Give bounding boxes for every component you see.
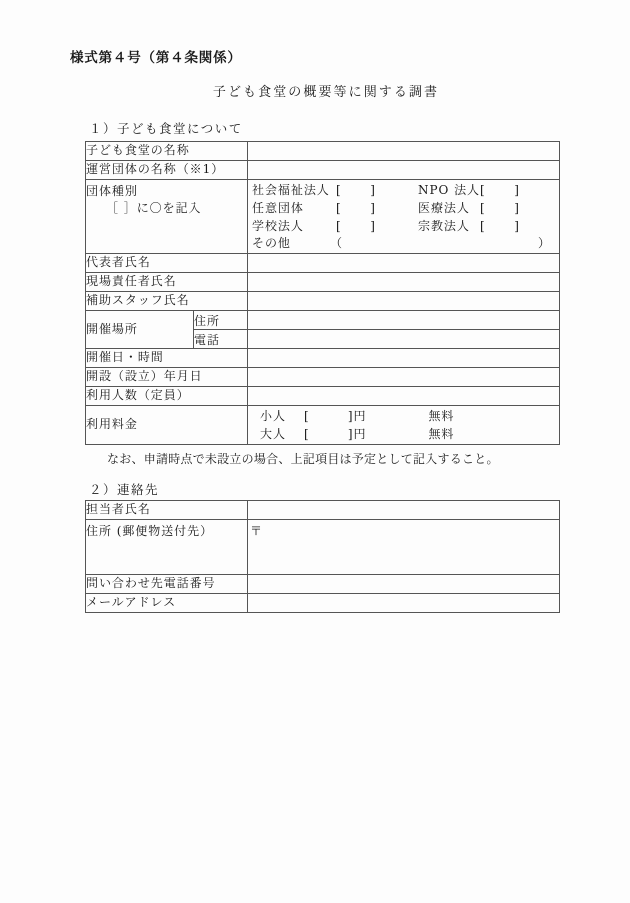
fee-label: 利用料金 bbox=[86, 406, 248, 445]
contact-email-field[interactable] bbox=[248, 594, 560, 613]
document-title: 子ども食堂の概要等に関する調書 bbox=[212, 85, 440, 100]
org-type-options-cell bbox=[248, 180, 560, 254]
org-type-option-npo[interactable] bbox=[418, 182, 559, 200]
venue-phone-field[interactable] bbox=[248, 330, 560, 349]
mailing-address-label: 住所 (郵便物送付先） bbox=[86, 520, 248, 575]
option-checkbox[interactable]: [ ] bbox=[336, 200, 376, 215]
org-name-field[interactable] bbox=[248, 161, 560, 180]
table-row bbox=[86, 501, 560, 520]
venue-address-field[interactable] bbox=[248, 311, 560, 330]
table-row bbox=[86, 387, 560, 406]
representative-label: 代表者氏名 bbox=[86, 254, 248, 273]
fee-child-label: 小人 bbox=[260, 409, 286, 423]
option-label: 任意団体 bbox=[252, 200, 304, 215]
fee-child-free-label[interactable]: 無料 bbox=[428, 409, 455, 423]
option-checkbox[interactable]: [ ] bbox=[480, 183, 520, 198]
event-datetime-label: 開催日・時間 bbox=[86, 349, 248, 368]
option-checkbox[interactable]: [ ] bbox=[336, 218, 376, 233]
capacity-field[interactable] bbox=[248, 387, 560, 406]
section-2-heading: ２）連絡先 bbox=[89, 482, 160, 497]
org-type-label bbox=[86, 180, 248, 254]
representative-field[interactable] bbox=[248, 254, 560, 273]
table-row bbox=[86, 142, 560, 161]
site-manager-label: 現場責任者氏名 bbox=[86, 273, 248, 292]
org-type-label-line-2: ［ ］に〇を記入 bbox=[106, 201, 202, 216]
table-row bbox=[86, 311, 560, 330]
shokudo-name-field[interactable] bbox=[248, 142, 560, 161]
event-datetime-field[interactable] bbox=[248, 349, 560, 368]
fee-options-cell bbox=[248, 406, 560, 445]
option-label: 医療法人 bbox=[418, 200, 470, 215]
table-row bbox=[86, 180, 560, 254]
venue-phone-label: 電話 bbox=[194, 330, 248, 349]
table-row bbox=[86, 368, 560, 387]
org-name-label: 運営団体の名称（※1） bbox=[86, 161, 248, 180]
table-row bbox=[86, 273, 560, 292]
option-checkbox[interactable]: [ ] bbox=[480, 218, 520, 233]
established-date-label: 開設（設立）年月日 bbox=[86, 368, 248, 387]
fee-child-amount-box[interactable]: [ ]円 bbox=[304, 409, 367, 423]
mailing-address-field[interactable] bbox=[248, 520, 560, 575]
fee-adult-label: 大人 bbox=[260, 427, 286, 441]
other-paren-close: ） bbox=[538, 236, 551, 251]
fee-rows bbox=[248, 406, 559, 444]
shokudo-name-label: 子ども食堂の名称 bbox=[86, 142, 248, 161]
option-label: 学校法人 bbox=[252, 218, 304, 233]
contact-person-field[interactable] bbox=[248, 501, 560, 520]
venue-label: 開催場所 bbox=[86, 311, 194, 349]
venue-address-label: 住所 bbox=[194, 311, 248, 330]
option-checkbox[interactable]: [ ] bbox=[336, 183, 376, 198]
option-label: 社会福祉法人 bbox=[252, 183, 330, 198]
fee-adult-free-label[interactable]: 無料 bbox=[428, 427, 455, 441]
option-label: その他 bbox=[252, 236, 291, 251]
site-manager-field[interactable] bbox=[248, 273, 560, 292]
table-row bbox=[86, 575, 560, 594]
option-checkbox[interactable]: [ ] bbox=[480, 200, 520, 215]
contact-phone-label: 問い合わせ先電話番号 bbox=[86, 575, 248, 594]
established-date-field[interactable] bbox=[248, 368, 560, 387]
capacity-label: 利用人数（定員） bbox=[86, 387, 248, 406]
option-label: NPO 法人 bbox=[418, 183, 480, 198]
fee-row-child[interactable] bbox=[254, 407, 559, 425]
option-label: 宗教法人 bbox=[418, 218, 470, 233]
fee-row-adult[interactable] bbox=[254, 425, 559, 443]
support-staff-field[interactable] bbox=[248, 292, 560, 311]
org-type-option-nini-dantai[interactable] bbox=[252, 200, 418, 218]
support-staff-label: 補助スタッフ氏名 bbox=[86, 292, 248, 311]
contact-phone-field[interactable] bbox=[248, 575, 560, 594]
contact-email-label: メールアドレス bbox=[86, 594, 248, 613]
contact-person-label: 担当者氏名 bbox=[86, 501, 248, 520]
table-row bbox=[86, 292, 560, 311]
org-type-option-shukyo-hojin[interactable] bbox=[418, 218, 559, 236]
org-type-option-iryo-hojin[interactable] bbox=[418, 200, 559, 218]
facility-information-table bbox=[85, 141, 560, 445]
org-type-option-shakai-fukushi[interactable] bbox=[252, 182, 418, 200]
table-row bbox=[86, 520, 560, 575]
section-1-heading: １）子ども食堂について bbox=[89, 121, 243, 136]
form-number: 様式第４号（第４条関係） bbox=[70, 50, 242, 66]
table-row bbox=[86, 594, 560, 613]
table-row bbox=[86, 406, 560, 445]
org-type-option-gakko-hojin[interactable] bbox=[252, 218, 418, 236]
org-type-label-line-1: 団体種別 bbox=[86, 184, 138, 198]
section-1-note: なお、申請時点で未設立の場合、上記項目は予定として記入すること。 bbox=[107, 452, 499, 466]
other-paren-open: （ bbox=[330, 236, 343, 251]
table-row bbox=[86, 254, 560, 273]
table-row bbox=[86, 161, 560, 180]
org-type-option-other[interactable] bbox=[252, 235, 559, 253]
table-row bbox=[86, 349, 560, 368]
postal-code-icon: 〒 bbox=[250, 524, 263, 538]
fee-adult-amount-box[interactable]: [ ]円 bbox=[304, 427, 367, 441]
contact-information-table bbox=[85, 500, 560, 613]
org-type-option-grid bbox=[248, 180, 559, 253]
